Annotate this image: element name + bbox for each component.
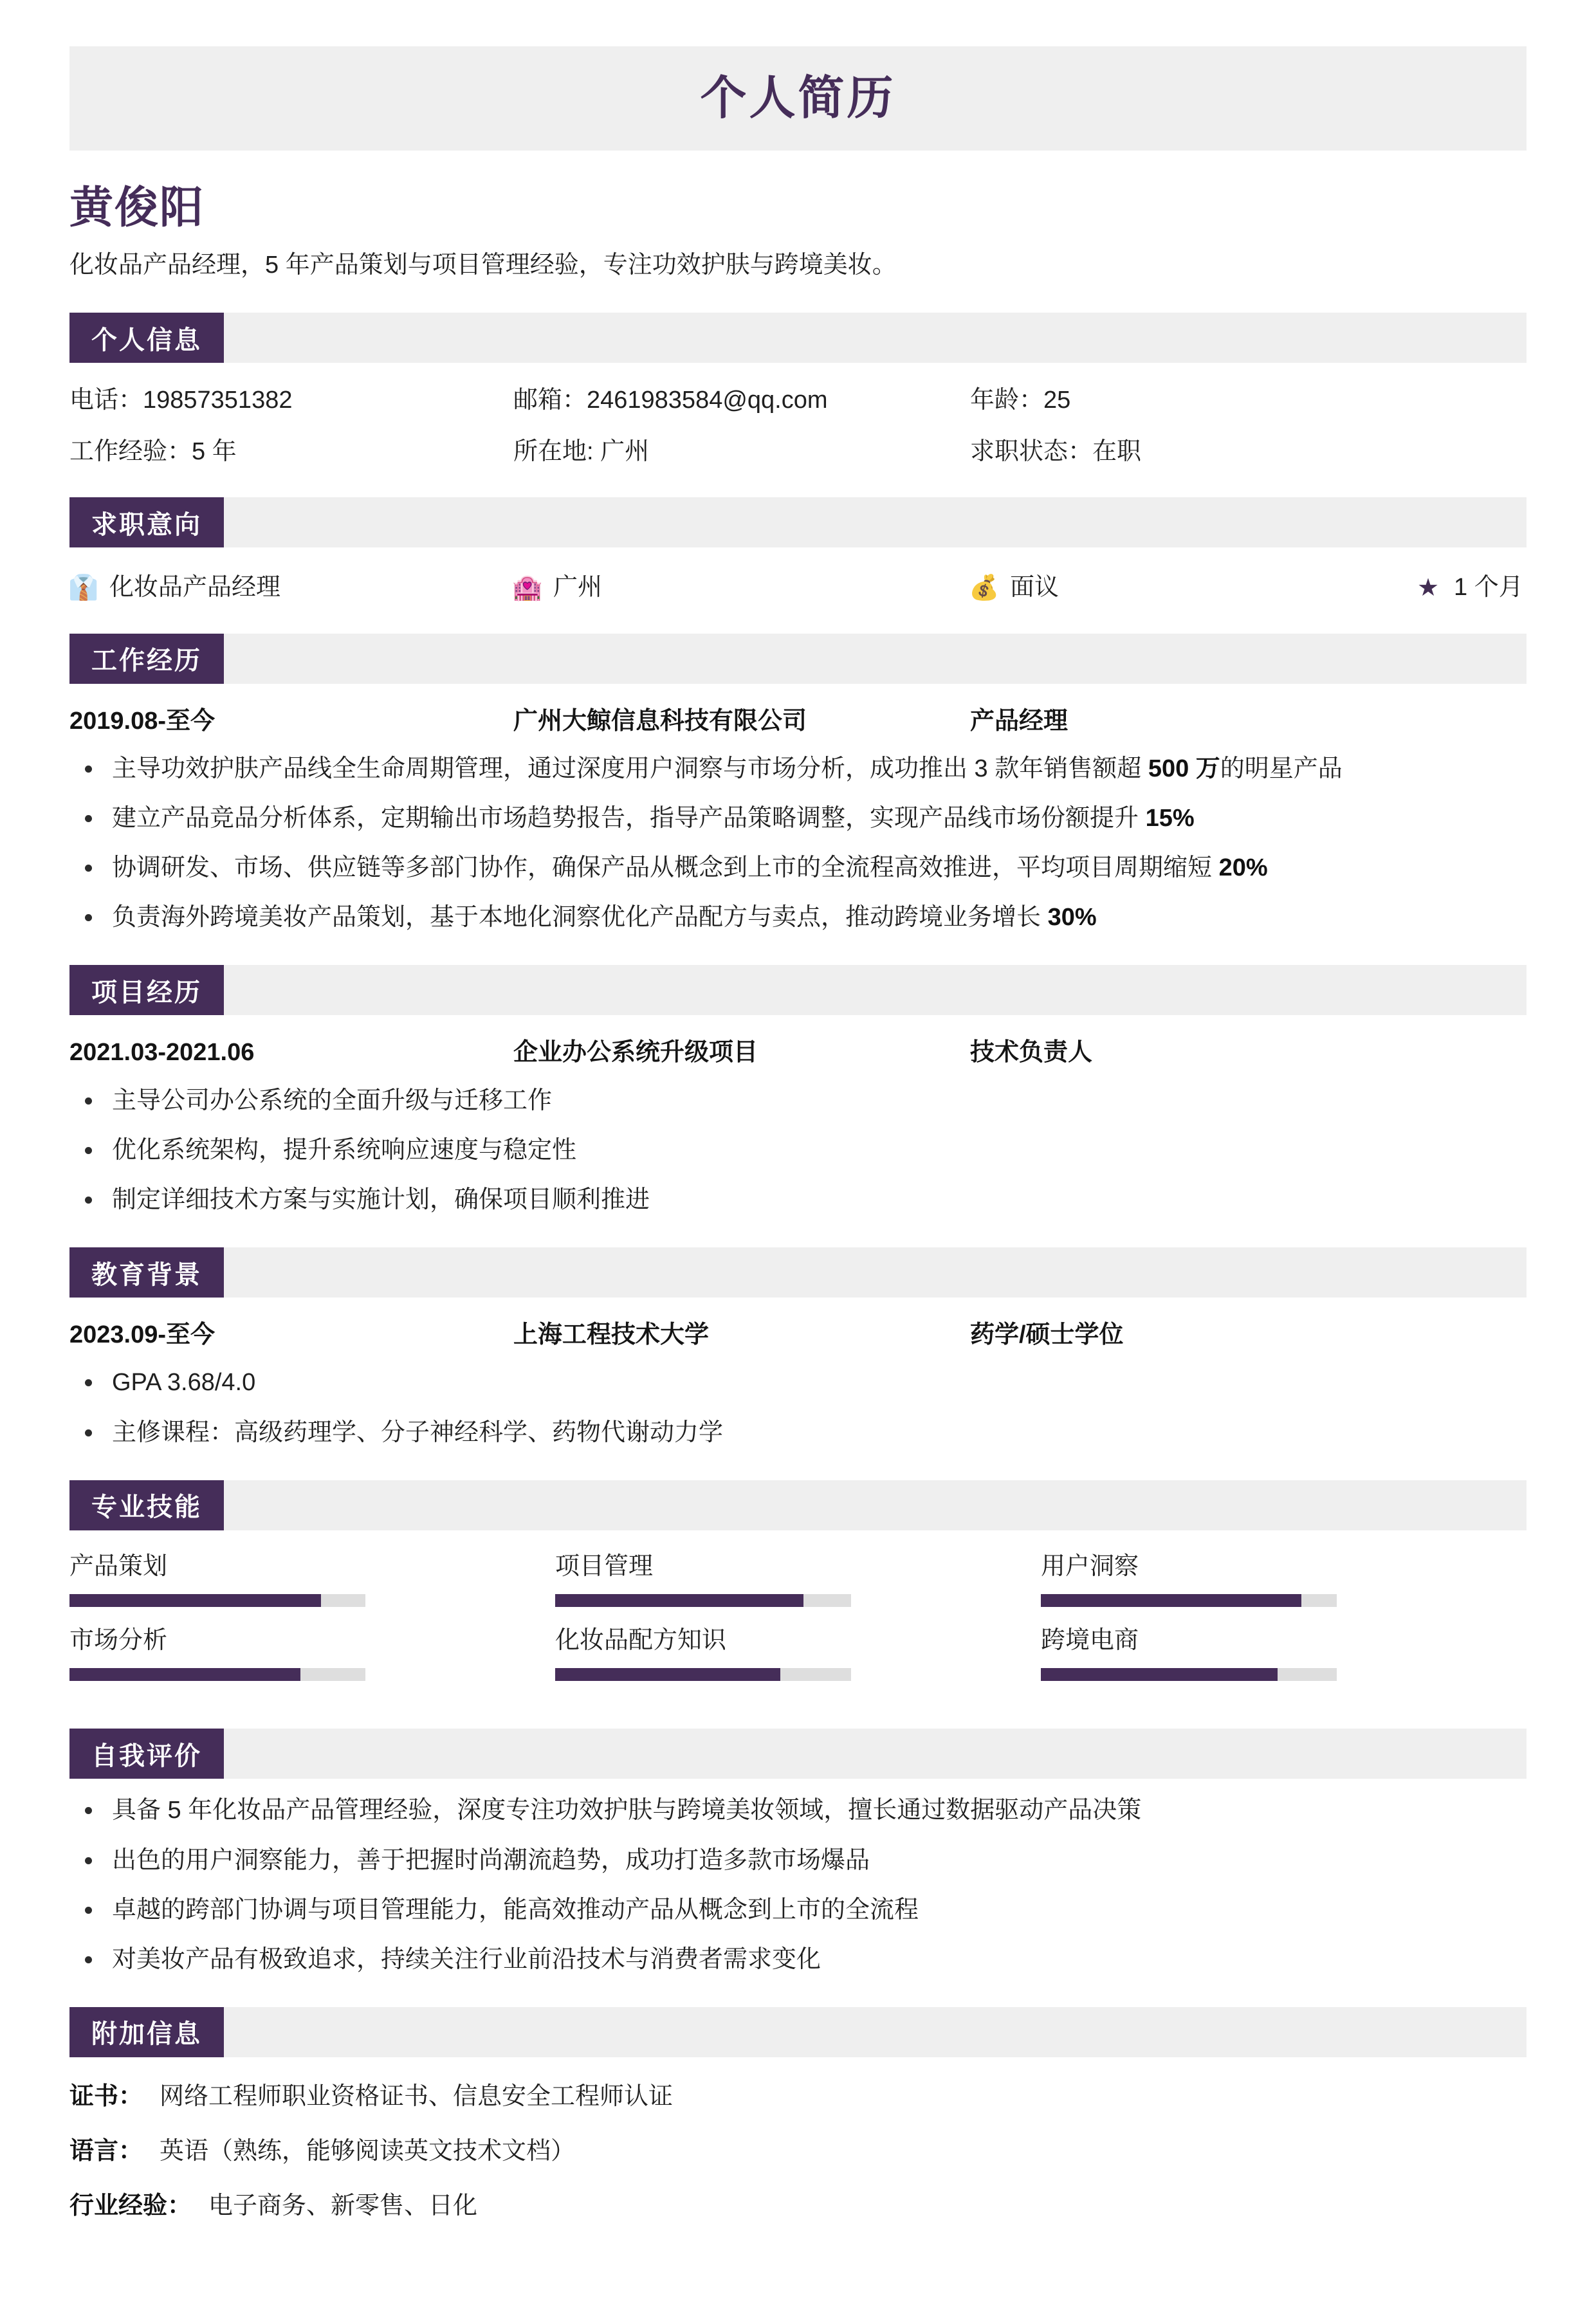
resume-page	[0, 46, 1596, 2303]
additional-info-label: 语言：	[69, 2137, 143, 2165]
skill-progress-track	[69, 1594, 365, 1607]
additional-info-label: 证书：	[69, 2082, 143, 2110]
info-field-location: 所在地: 广州	[513, 437, 650, 465]
skill-progress-fill	[1041, 1594, 1301, 1607]
bullet-text: 协调研发、市场、供应链等多部门协作，确保产品从概念到上市的全流程高效推进，平均项目周期缩短	[112, 854, 1219, 882]
additional-info-row-certificates	[69, 2079, 1527, 2115]
work-bullet-list	[69, 751, 1527, 935]
bullet-text: 优化系统架构，提升系统响应速度与稳定性	[112, 1136, 577, 1164]
entry-role: 技术负责人	[970, 1039, 1093, 1067]
list-item	[69, 751, 1527, 787]
section-header-project-experience	[69, 965, 1527, 1015]
intent-item-city	[513, 572, 970, 603]
section-education	[69, 1247, 1527, 1451]
section-additional-info	[69, 2007, 1527, 2224]
skill-progress-track	[555, 1594, 851, 1607]
additional-info-row-industry	[69, 2188, 1527, 2224]
section-work-experience	[69, 634, 1527, 936]
section-title: 项目经历	[69, 965, 224, 1015]
bullet-text: 出色的用户洞察能力，善于把握时尚潮流趋势，成功打造多款市场爆品	[112, 1846, 870, 1874]
resume-banner	[69, 46, 1527, 151]
skill-item	[555, 1551, 1041, 1607]
skills-grid	[69, 1551, 1527, 1700]
skill-label: 市场分析	[69, 1627, 168, 1655]
info-field-email: 邮箱：2461983584@qq.com	[513, 387, 828, 414]
additional-info-row-languages	[69, 2134, 1527, 2169]
list-item	[69, 1365, 1527, 1400]
star-icon: ★	[1417, 574, 1440, 601]
bullet-highlight: 500 万	[1148, 755, 1220, 783]
list-item	[69, 1133, 1527, 1168]
additional-info-list	[69, 2079, 1527, 2224]
section-title: 工作经历	[69, 634, 224, 684]
intent-item-position	[69, 572, 513, 603]
entry-date: 2019.08-至今	[69, 707, 216, 735]
skill-progress-fill	[555, 1594, 803, 1607]
bullet-text: 卓越的跨部门协调与项目管理能力，能高效推动产品从概念到上市的全流程	[112, 1896, 919, 1923]
bullet-text-tail: 的明星产品	[1220, 755, 1343, 783]
skill-progress-track	[1041, 1668, 1337, 1681]
list-item	[69, 1942, 1527, 1977]
skill-progress-track	[1041, 1594, 1337, 1607]
job-intention-row	[69, 572, 1527, 603]
list-item	[69, 850, 1527, 886]
additional-info-value: 英语（熟练，能够阅读英文技术文档）	[160, 2137, 576, 2165]
section-header-work-experience	[69, 634, 1527, 684]
intent-item-salary	[970, 572, 1414, 603]
section-title: 自我评价	[69, 1729, 224, 1779]
person-summary: 化妆品产品经理，5 年产品策划与项目管理经验，专注功效护肤与跨境美妆。	[69, 252, 897, 279]
additional-info-value: 网络工程师职业资格证书、信息安全工程师认证	[160, 2082, 674, 2110]
info-field-phone: 电话：19857351382	[69, 387, 293, 414]
personal-info-grid	[69, 385, 1527, 468]
education-entry-header	[69, 1319, 1527, 1351]
section-personal-info	[69, 313, 1527, 468]
info-field-experience: 工作经验：5 年	[69, 437, 237, 465]
section-title: 求职意向	[69, 497, 224, 547]
bullet-highlight: 30%	[1047, 904, 1097, 931]
section-header-additional-info	[69, 2007, 1527, 2057]
list-item	[69, 1843, 1527, 1878]
entry-date: 2021.03-2021.06	[69, 1039, 255, 1067]
self-evaluation-bullet-list	[69, 1793, 1527, 1977]
skill-progress-track	[69, 1668, 365, 1681]
skill-label: 用户洞察	[1041, 1552, 1139, 1580]
info-field-age: 年龄：25	[970, 387, 1071, 414]
bullet-text: 对美妆产品有极致追求，持续关注行业前沿技术与消费者需求变化	[112, 1945, 821, 1973]
entry-role: 产品经理	[970, 707, 1069, 735]
entry-organization: 广州大鲸信息科技有限公司	[513, 707, 807, 735]
skill-progress-fill	[69, 1594, 321, 1607]
bullet-highlight: 20%	[1218, 854, 1268, 882]
project-bullet-list	[69, 1083, 1527, 1218]
skill-item	[555, 1625, 1041, 1681]
section-header-education	[69, 1247, 1527, 1298]
list-item	[69, 1083, 1527, 1119]
page-title: 个人简历	[700, 73, 896, 124]
section-skills	[69, 1480, 1527, 1700]
skill-label: 产品策划	[69, 1552, 168, 1580]
person-name: 黄俊阳	[69, 183, 205, 232]
skill-item	[69, 1551, 555, 1607]
skill-label: 跨境电商	[1041, 1627, 1139, 1655]
work-entry-header	[69, 706, 1527, 737]
entry-organization: 企业办公系统升级项目	[513, 1039, 758, 1067]
bullet-text: 制定详细技术方案与实施计划，确保项目顺利推进	[112, 1186, 650, 1213]
project-entry-header	[69, 1037, 1527, 1069]
intent-label: 化妆品产品经理	[109, 574, 281, 601]
bullet-highlight: 15%	[1145, 805, 1195, 832]
bullet-text: 主导功效护肤产品线全生命周期管理，通过深度用户洞察与市场分析，成功推出 3 款年销售额超	[112, 755, 1148, 783]
skill-label: 项目管理	[555, 1552, 654, 1580]
section-title: 教育背景	[69, 1247, 224, 1298]
bullet-text: GPA 3.68/4.0	[112, 1369, 256, 1397]
section-job-intention	[69, 497, 1527, 603]
entry-organization: 上海工程技术大学	[513, 1321, 710, 1349]
intent-label: 广州	[553, 574, 603, 601]
entry-date: 2023.09-至今	[69, 1321, 216, 1349]
info-field-status: 求职状态：在职	[970, 437, 1142, 465]
intent-label: 1 个月	[1454, 574, 1523, 601]
entry-role: 药学/硕士学位	[970, 1321, 1124, 1349]
skill-progress-fill	[555, 1668, 780, 1681]
intent-label: 面议	[1010, 574, 1059, 601]
list-item	[69, 1893, 1527, 1928]
section-project-experience	[69, 965, 1527, 1218]
section-title: 个人信息	[69, 313, 224, 363]
intent-item-availability	[1414, 572, 1527, 603]
section-title: 专业技能	[69, 1480, 224, 1530]
list-item	[69, 801, 1527, 836]
list-item	[69, 1793, 1527, 1828]
bullet-text: 具备 5 年化妆品产品管理经验，深度专注功效护肤与跨境美妆领域，擅长通过数据驱动产品决策	[112, 1797, 1142, 1824]
list-item	[69, 1415, 1527, 1451]
section-title: 附加信息	[69, 2007, 224, 2057]
skill-progress-track	[555, 1668, 851, 1681]
skill-progress-fill	[69, 1668, 300, 1681]
section-header-self-evaluation	[69, 1729, 1527, 1779]
skill-progress-fill	[1041, 1668, 1278, 1681]
bullet-text: 主导公司办公系统的全面升级与迁移工作	[112, 1087, 553, 1114]
list-item	[69, 1182, 1527, 1218]
section-header-skills	[69, 1480, 1527, 1530]
list-item	[69, 900, 1527, 935]
section-header-personal-info	[69, 313, 1527, 363]
education-bullet-list	[69, 1365, 1527, 1450]
bullet-text: 负责海外跨境美妆产品策划，基于本地化洞察优化产品配方与卖点，推动跨境业务增长	[112, 904, 1048, 931]
money-bag-icon: 💰	[969, 574, 1000, 601]
bullet-text: 建立产品竞品分析体系，定期输出市场趋势报告，指导产品策略调整，实现产品线市场份额提升	[112, 805, 1146, 832]
necktie-icon: 👔	[68, 574, 99, 601]
additional-info-value: 电子商务、新零售、日化	[208, 2192, 478, 2220]
section-header-job-intention	[69, 497, 1527, 547]
building-icon: 🏩	[512, 574, 543, 601]
skill-item	[1041, 1625, 1527, 1681]
identity-block	[69, 185, 1527, 283]
skill-item	[1041, 1551, 1527, 1607]
skill-label: 化妆品配方知识	[555, 1627, 727, 1655]
skill-item	[69, 1625, 555, 1681]
bullet-text: 主修课程：高级药理学、分子神经科学、药物代谢动力学	[112, 1418, 724, 1446]
section-self-evaluation	[69, 1729, 1527, 1977]
additional-info-label: 行业经验：	[69, 2192, 192, 2220]
